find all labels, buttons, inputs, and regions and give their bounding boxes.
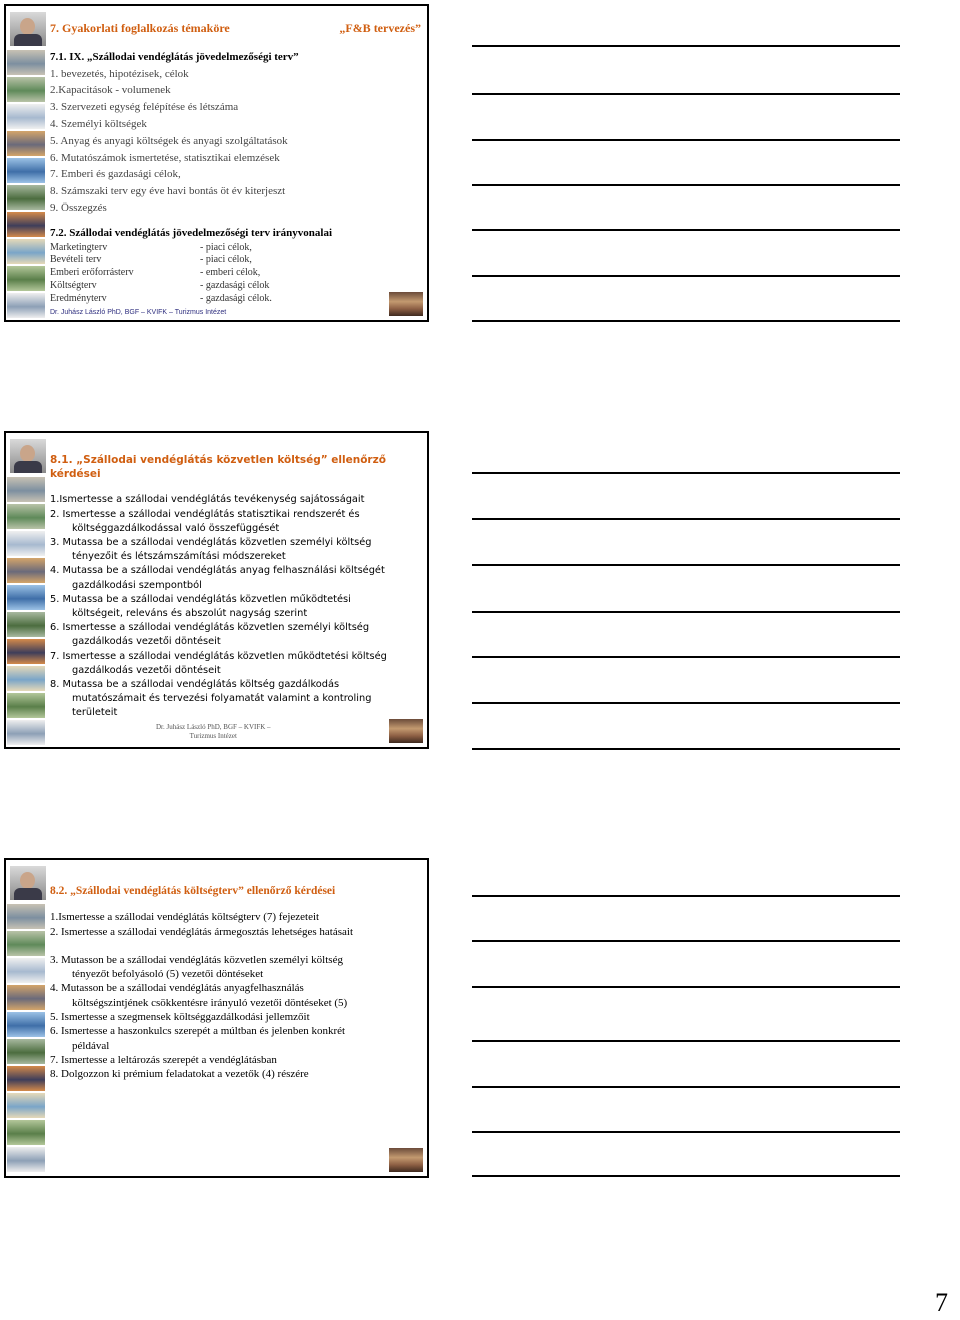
hotel-thumbnail <box>7 1012 45 1037</box>
question-line: 2. Ismertesse a szállodai vendéglátás statisztikai rendszerét és <box>50 508 360 520</box>
hotel-thumbnail <box>7 720 45 745</box>
hotel-thumbnail <box>7 266 45 291</box>
question-line: 8. Dolgozzon ki prémium feladatokat a vezetők (4) részére <box>50 1068 309 1081</box>
note-line <box>472 748 900 750</box>
note-line <box>472 45 900 47</box>
hotel-thumbnail <box>7 931 45 956</box>
question-line: 8. Mutassa be a szállodai vendéglátás költség gazdálkodás <box>50 679 340 691</box>
author-photo <box>10 439 46 473</box>
hotel-thumbnail <box>7 612 45 637</box>
restaurant-photo <box>389 292 423 316</box>
slide-sidebar <box>6 860 46 1176</box>
note-line <box>472 895 900 897</box>
big-page-number: 7 <box>935 1288 948 1317</box>
plan-goal: - gazdasági célok. <box>200 292 272 304</box>
note-line <box>472 229 900 231</box>
question-line: gazdálkodási szempontból <box>72 579 202 591</box>
hotel-thumbnail <box>7 77 45 102</box>
note-line <box>472 93 900 95</box>
list-item: 1. bevezetés, hipotézisek, célok <box>50 67 189 80</box>
question-line: területeit <box>72 707 118 719</box>
note-line <box>472 1040 900 1042</box>
plan-name: Bevételi terv <box>50 254 102 266</box>
plan-goal: - gazdasági célok <box>200 279 270 291</box>
note-line <box>472 986 900 988</box>
slide-1-title <box>50 20 421 37</box>
question-line: 5. Mutassa be a szállodai vendéglátás közvetlen működtetési <box>50 593 351 605</box>
face-shape <box>20 872 35 889</box>
hotel-thumbnail <box>7 293 45 318</box>
slide-sidebar <box>6 6 46 320</box>
question-line: 7. Ismertesse a szállodai vendéglátás közvetlen működtetési költség <box>50 650 387 662</box>
slide-2-content <box>50 453 421 721</box>
hotel-thumbnail <box>7 104 45 129</box>
section-title: 7.1. IX. „Szállodai vendéglátás jövedelmezőségi terv” <box>50 50 299 63</box>
question-line: költségszintjének csökkentésre irányuló vezetői döntéseket (5) <box>72 996 348 1009</box>
hotel-thumbnail <box>7 239 45 264</box>
hotel-thumbnail <box>7 639 45 664</box>
question-line: 7. Ismertesse a leltározás szerepét a vendéglátásban <box>50 1053 277 1066</box>
hotel-thumbnail <box>7 958 45 983</box>
plans-table <box>50 242 290 306</box>
restaurant-photo <box>389 1148 423 1172</box>
question-line: 3. Mutasson be a szállodai vendéglátás közvetlen személyi költség <box>50 953 343 966</box>
slide-footer <box>156 723 271 741</box>
question-line: költséggazdálkodással való összefüggését <box>72 522 280 534</box>
question-line: költségeit, releváns és abszolút nagyság szerint <box>72 608 308 620</box>
slide-1 <box>4 4 429 322</box>
list-item: 5. Anyag és anyagi költségek és anyagi szolgáltatások <box>50 134 288 147</box>
list-item: 7. Emberi és gazdasági célok, <box>50 168 181 181</box>
hotel-thumbnail <box>7 531 45 556</box>
author-photo <box>10 866 46 900</box>
plan-goal: - piaci célok, <box>200 241 252 253</box>
hotel-thumbnail <box>7 1039 45 1064</box>
list-item: 4. Személyi költségek <box>50 117 147 130</box>
question-line: 4. Mutasson be a szállodai vendéglátás anyagfelhasználás <box>50 982 304 995</box>
plan-name: Eredményterv <box>50 292 107 304</box>
list-item: 8. Számszaki terv egy éve havi bontás öt év kiterjeszt <box>50 185 286 198</box>
list-item: 6. Mutatószámok ismertetése, statisztikai elemzések <box>50 151 280 164</box>
question-line: 6. Ismertesse a haszonkulcs szerepét a múltban és jelenben konkrét <box>50 1025 346 1038</box>
plan-goal: - piaci célok, <box>200 254 252 266</box>
hotel-thumbnail <box>7 477 45 502</box>
note-line <box>472 1175 900 1177</box>
plan-row <box>50 242 290 255</box>
plan-goal: - emberi célok, <box>200 267 261 279</box>
hotel-thumbnail <box>7 185 45 210</box>
plan-name: Költségterv <box>50 279 97 291</box>
slide-3 <box>4 858 429 1178</box>
question-line: 5. Ismertesse a szegmensek költséggazdálkodási jellemzőit <box>50 1011 310 1024</box>
hotel-thumbnail <box>7 158 45 183</box>
face-shape <box>20 18 35 35</box>
question-line: 4. Mutassa be a szállodai vendéglátás anyag felhasználási költségét <box>50 565 385 577</box>
note-line <box>472 1086 900 1088</box>
question-line: tényezőt befolyásoló (5) vezetői döntéseket <box>72 968 264 981</box>
question-line: 2. Ismertesse a szállodai vendéglátás ármegosztás lehetséges hatásait <box>50 925 353 938</box>
note-line <box>472 611 900 613</box>
footer-line-2: Turizmus Intézet <box>189 732 237 740</box>
plan-name: Emberi erőforrásterv <box>50 267 134 279</box>
question-line: tényezőit és létszámszámítási módszereket <box>72 551 286 563</box>
note-line <box>472 940 900 942</box>
slide-footer: Dr. Juhász László PhD, BGF – KVIFK – Turizmus Intézet <box>50 309 227 316</box>
hotel-thumbnail <box>7 131 45 156</box>
slide-2 <box>4 431 429 749</box>
note-line <box>472 1131 900 1133</box>
suit-shape <box>14 461 42 473</box>
plan-row <box>50 267 290 280</box>
hotel-thumbnail <box>7 585 45 610</box>
plan-row <box>50 254 290 267</box>
hotel-thumbnail <box>7 1120 45 1145</box>
list-item: 9. Összegzés <box>50 201 107 214</box>
face-shape <box>20 445 35 462</box>
section-list <box>50 66 421 217</box>
slide-2-title: 8.1. „Szállodai vendéglátás közvetlen költség” ellenőrző kérdései <box>50 454 386 481</box>
question-line: példával <box>72 1039 110 1052</box>
slide-sidebar <box>6 433 46 747</box>
hotel-thumbnail <box>7 666 45 691</box>
hotel-thumbnail <box>7 1066 45 1091</box>
list-item: 2.Kapacitások - volumenek <box>50 84 171 97</box>
title-right: „F&B tervezés” <box>339 21 421 35</box>
question-line: 1.Ismertesse a szállodai vendéglátás tevékenység sajátosságait <box>50 494 365 506</box>
footer-line-1: Dr. Juhász László PhD, BGF – KVIFK – <box>156 723 271 731</box>
question-list <box>50 910 421 1081</box>
note-line <box>472 472 900 474</box>
suit-shape <box>14 888 42 900</box>
note-line <box>472 702 900 704</box>
slide-1-content <box>50 20 421 306</box>
suit-shape <box>14 34 42 46</box>
hotel-thumbnail <box>7 904 45 929</box>
hotel-thumbnail <box>7 985 45 1010</box>
note-line <box>472 564 900 566</box>
question-line: 1.Ismertesse a szállodai vendéglátás költségterv (7) fejezeteit <box>50 911 320 924</box>
question-line: gazdálkodás vezetői döntéseit <box>72 636 221 648</box>
title-left: 7. Gyakorlati foglalkozás témaköre <box>50 21 230 35</box>
slide-3-title: 8.2. „Szállodai vendéglátás költségterv” ellenőrző kérdései <box>50 885 336 897</box>
author-photo <box>10 12 46 46</box>
question-line: gazdálkodás vezetői döntéseit <box>72 664 221 676</box>
hotel-thumbnail <box>7 558 45 583</box>
hotel-thumbnail <box>7 50 45 75</box>
note-line <box>472 275 900 277</box>
plan-name: Marketingterv <box>50 241 108 253</box>
question-line: 3. Mutassa be a szállodai vendéglátás közvetlen személyi költség <box>50 537 372 549</box>
plan-row <box>50 293 290 306</box>
question-list <box>50 493 421 720</box>
hotel-thumbnail <box>7 212 45 237</box>
note-line <box>472 656 900 658</box>
restaurant-photo <box>389 719 423 743</box>
question-line: mutatószámait és tervezési folyamatát valamint a kontroling <box>72 693 372 705</box>
hotel-thumbnail <box>7 1147 45 1172</box>
slide-3-content <box>50 884 421 1082</box>
list-item: 3. Szervezeti egység felépítése és létszáma <box>50 101 239 114</box>
hotel-thumbnail <box>7 693 45 718</box>
note-line <box>472 518 900 520</box>
plan-row <box>50 280 290 293</box>
note-line <box>472 320 900 322</box>
note-line <box>472 139 900 141</box>
hotel-thumbnail <box>7 1093 45 1118</box>
hotel-thumbnail <box>7 504 45 529</box>
question-line: 6. Ismertesse a szállodai vendéglátás közvetlen személyi költség <box>50 622 370 634</box>
section2-title: 7.2. Szállodai vendéglátás jövedelmezőségi terv irányvonalai <box>50 226 332 239</box>
note-line <box>472 184 900 186</box>
